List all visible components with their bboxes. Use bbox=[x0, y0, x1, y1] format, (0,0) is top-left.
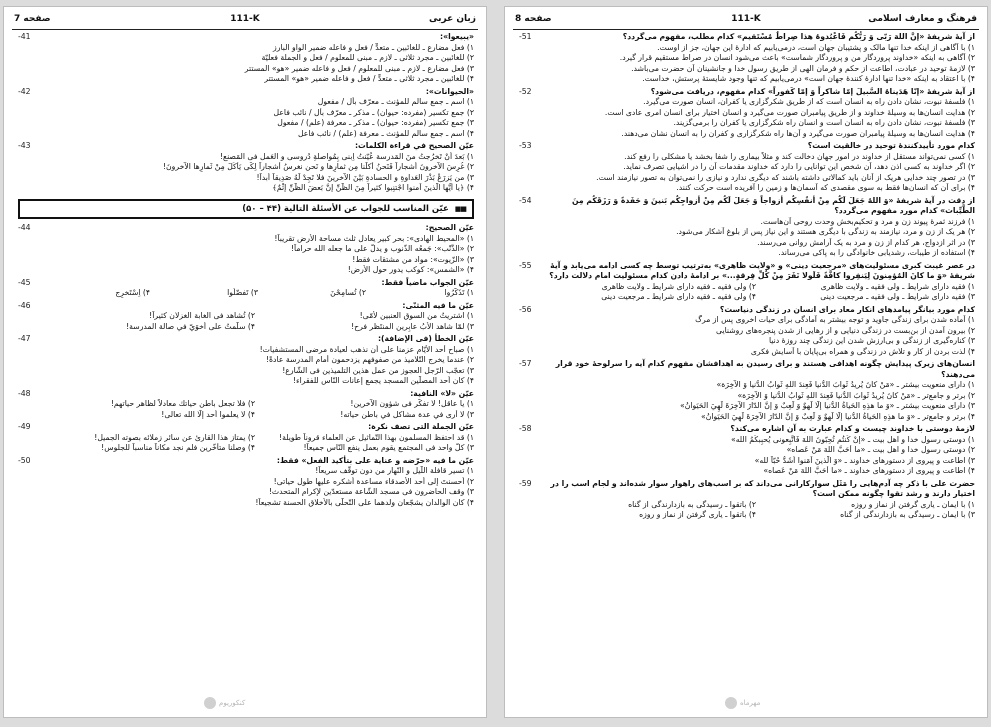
answer-option: ۲) للغائبین ـ مجرد ثلاثی ـ لازم ـ مبنی للمعلوم / فعل و الجملة فعلیّة bbox=[261, 53, 474, 62]
question-content bbox=[42, 223, 474, 276]
question-content bbox=[42, 456, 474, 509]
answer-options-row bbox=[42, 288, 474, 299]
answer-option: ۳) در تصور چند خدایی هریک از آنان باید کمالاتی داشته باشند که دیگری ندارد و نیازی را نمی‌توان به تصور نیازمند است. bbox=[596, 172, 975, 182]
question-content bbox=[543, 479, 975, 521]
answer-option: ۴) وصلنا متأخّرين فلم نجد مكاناً مناسباً للجلوس! bbox=[101, 443, 255, 452]
question-text: انسان‌های زیرک پیدایش چگونه اهدافی هستند و برای رسیدن به اهدافشان مفهوم کدام آیه را سرلوحهٔ خود قرار می‌دهند؟ bbox=[555, 359, 975, 379]
question-number: -57 bbox=[519, 359, 532, 368]
answer-options-grid bbox=[42, 311, 474, 332]
answer-option: ۲) غُرِسَ الآخرونَ أشجاراً فَنَحنُ أكلْنا مِن ثمارِها و نَحن نغرسُ أشجاراً لِكَی يَأكُلَ مِنْ ثَمارِها الآخرونَ! bbox=[162, 162, 474, 171]
answer-option: ۳) دارای منعویت بیشتر ـ «وَ ما هذِهِ الحَياةُ الدُّنيا إلّا لَهوٌ وَ لَعِبٌ وَ إنَّ الدّارَ الآخِرَةَ لَهِيَ الحَيَوانُ» bbox=[680, 401, 975, 410]
answer-option: ۲) هدایت انسان‌ها به وسیلهٔ خداوند و از طریق پیامبران صورت می‌گیرد و انسان اختیار برای انسان امری عادی است. bbox=[604, 107, 975, 117]
page-7 bbox=[3, 6, 487, 718]
question-text: عيّن الجملة التی تصف نكرة: bbox=[368, 422, 474, 431]
answer-option: ۱) آماده شدن برای زندگی جاوید و توجه بیشتر به آمادگی برای حیات اخروی پس از مرگ bbox=[695, 315, 975, 324]
question-text: عيّن ما فيه «حرّضه و عناية علی بتأكيد الفعل» فقط: bbox=[276, 455, 474, 465]
question-number: -58 bbox=[519, 424, 532, 433]
question-text: از آیهٔ شریفهٔ «إنَّ اللهَ رَبّی وَ رَبُّكُم فَاعْبُدوهُ هذا صِراطٌ مُسْتَقیم» كدام مطلب، مفهوم می‌گردد؟ bbox=[622, 32, 975, 41]
question-item bbox=[519, 305, 975, 358]
question-content bbox=[543, 87, 975, 140]
answer-option: ۱) فرزند ثمرهٔ پیوند زن و مرد و تحکیم‌بخش وحدت روحی آن‌هاست. bbox=[760, 216, 975, 226]
answer-option: ۱) تَذَكَّرُوا bbox=[444, 288, 474, 297]
answer-option: ۴) ولی فقیه ـ فقیه دارای شرایط ـ مرجعیت دینی bbox=[601, 292, 756, 301]
page-8 bbox=[504, 6, 988, 718]
page-number: صفحه 8 bbox=[515, 14, 552, 24]
question-text: در عصر غیبت کبری مسئولیت‌های «مرجعیت دینی» و «ولایت ظاهری» به‌ترتیب توسط چه کسی ادامه می‌یابد و آیهٔ شریفهٔ «وَ ما كانَ المُؤمِنونَ لِيَنفِروا كافَّةً فَلَولا نَفَرَ مِنْ كُلِّ فِرقةٍ...» بر ادامهٔ دادن كدام مسئولیت امام دلالت دارد؟ bbox=[549, 260, 975, 280]
question-number: -54 bbox=[519, 195, 532, 205]
answer-option: ۳) لمّا شاهد الأبُ عابِرين المنتَظر فرح! bbox=[351, 321, 474, 331]
question-text: كدام مورد تأییدکنندهٔ توحید در خالقیت است؟ bbox=[807, 141, 975, 150]
question-item bbox=[519, 424, 975, 477]
question-content bbox=[42, 32, 474, 85]
question-content bbox=[543, 32, 975, 85]
answer-option: ۳) تعجّب الرّجل العجوز من عمل هذين التلميذين فی الشّارع! bbox=[282, 365, 474, 375]
question-number: -42 bbox=[18, 86, 31, 96]
question-text: كدام مورد بیانگر پیامدهای انکار معاد برای انسان در زندگی دنیاست؟ bbox=[719, 304, 975, 314]
question-content bbox=[42, 301, 474, 333]
question-item bbox=[18, 141, 474, 194]
answer-option: ۴) لذت بردن از کار و تلاش در زندگی و همراه بی‌پایان با آسایش فکری bbox=[750, 346, 975, 356]
answer-option: ۱) بَعدَ أنْ تَخرُجتُ منَ المَدرسة عُيّنتُ اِبنی بِمُواصلةِ دُروسی و العَمل فی المَصنع! bbox=[219, 151, 474, 161]
section-marker-icon: ■■ bbox=[454, 204, 466, 213]
question-item bbox=[519, 141, 975, 194]
publisher-logo: کنکوریوم bbox=[204, 697, 245, 709]
question-number: -48 bbox=[18, 388, 31, 398]
answer-option: ۳) اطاعت و پیروی از دستورهای خداوند ـ «وَ الَّذينَ آمَنوا أشَدُّ حُبّاً لله» bbox=[754, 455, 975, 465]
question-number: -43 bbox=[18, 141, 31, 150]
page-number: صفحه 7 bbox=[14, 14, 51, 24]
answer-option: ۱) دارای منعویت بیشتر ـ «مَنْ كانَ يُريدُ ثَوابَ الدُّنيا فَعِندَ اللهِ ثَوابُ الدُّنيا وَ الآخِرَة» bbox=[716, 380, 975, 389]
answer-option: ۴) برتر و جامع‌تر ـ «وَ ما هذِهِ الحَياةُ الدُّنيا إلّا لَهوٌ وَ لَعِبٌ وَ إنَّ الدّارَ الآخِرَةَ لَهِيَ الحَيَوانُ» bbox=[700, 411, 975, 421]
question-text: عيّن «لا» النافية: bbox=[410, 388, 474, 398]
questions-area bbox=[4, 32, 486, 508]
question-number: -41 bbox=[18, 32, 31, 41]
question-text: «يبيعوا»: bbox=[440, 32, 474, 41]
answer-option: ۲) جمع تكسير (مفرده: حیوان) ـ مذکر ـ معرّف بأل / نائب فاعل bbox=[273, 107, 474, 117]
question-number: -53 bbox=[519, 141, 532, 150]
answer-option: ۲) آگاهی به اینكه «خداوند پروردگار من و پروردگار شماست» باعث می‌شود انسان در صراط مستقیم قرار گیرد. bbox=[619, 53, 975, 62]
answer-option: ۴) اطاعت و پیروی از دستورهای خداوند ـ «ما أحَبَّ اللهَ مَنْ عَصاه» bbox=[763, 466, 975, 475]
question-text: عيّن الصحيح: bbox=[425, 223, 474, 232]
question-content bbox=[543, 261, 975, 303]
answer-option: ۱) با آگاهی از اینكه خدا تنها مالک و پشتیبان جهان است، درمی‌یابیم كه ادارهٔ این جهان، جز از اوست. bbox=[657, 42, 975, 52]
question-item bbox=[519, 479, 975, 521]
answer-option: ۳) کناره‌گیری از زندگی و بی‌ارزش شدن این زندگی چند روزهٔ دنیا bbox=[768, 336, 975, 345]
question-item bbox=[519, 359, 975, 422]
answer-options-grid bbox=[543, 500, 975, 521]
question-content bbox=[42, 278, 474, 299]
question-text: از آیهٔ شریفهٔ «إنّا هَدَيناهُ السَّبيلَ إمّا شاكراً وَ إمّا كَفوراً» كدام مفهوم، دریافت می‌شود؟ bbox=[650, 86, 975, 96]
answer-option: ۴) كان الوالدان يشجّعان ولدهما على التّحلّی بالأخلاق الحسنة تشجيعاً! bbox=[255, 497, 474, 507]
answer-option: ۴) كان أحد المصلّين المسجد يجمع إعانات النّاس للفقراء! bbox=[292, 376, 474, 385]
section-heading-text: عيّن المناسب للجواب عن الأسئلة التالية (۴۴ – ۵۰) bbox=[242, 203, 449, 214]
question-number: -51 bbox=[519, 32, 532, 41]
publisher-logo: مهرماه bbox=[725, 697, 760, 709]
question-number: -47 bbox=[18, 334, 31, 343]
question-text: لازمهٔ دوستی با خداوند چیست و كدام عبارت به آن اشاره می‌كند؟ bbox=[730, 424, 975, 433]
question-content bbox=[543, 424, 975, 477]
answer-option: ۴) با اعتقاد به اینكه «خدا تنها ادارهٔ کنندهٔ جهان است» درمی‌یابیم كه تنها وجود شایستهٔ پرستش، خداست. bbox=[642, 74, 975, 83]
question-item bbox=[519, 32, 975, 85]
page-header bbox=[12, 11, 478, 30]
question-content bbox=[42, 334, 474, 387]
question-text: عيّن ما فيه المثنّى: bbox=[402, 300, 474, 310]
logo-icon bbox=[204, 697, 216, 709]
answer-option: ۴) ﴿يا أيُّها الّذينَ آمنوا اجْتنِبوا كثيراً مِنَ الظَّنِّ إنَّ بَعضَ الظَّنِّ إثْمٌ﴾ bbox=[272, 183, 474, 192]
answer-option: ۳) لازمهٔ توحید در عبادت، اطاعت از حکم و فرمان الهی از طریق رسول خدا و جانشینان آن حضرت می‌باشد. bbox=[631, 63, 975, 73]
answer-option: ۲) باتقوا ـ رسیدگی به بازدارندگی از گناه bbox=[628, 499, 756, 509]
answer-option: ۳) در اثر ازدواج، هر کدام از زن و مرد به یک آرامش روانی می‌رسند. bbox=[757, 237, 975, 247]
question-content bbox=[543, 141, 975, 194]
booklet-code: 111-K bbox=[230, 14, 260, 24]
answer-option: ۴) باتقوا ـ یاری گرفتن از نماز و روزه bbox=[639, 510, 756, 519]
question-number: -44 bbox=[18, 223, 31, 232]
answer-option: ۲) تُشاهد فی الغابة الغزلان كثيراً! bbox=[149, 311, 255, 320]
question-number: -59 bbox=[519, 478, 532, 488]
answer-option: ۱) فقیه دارای شرایط ـ ولی فقیه ـ ولایت ظاهری bbox=[820, 281, 975, 291]
answer-option: ۳) فلسفهٔ نبوت، نشان دادن راه به انسان است و انسان راه شکرگزاری یا کفران را برمی‌گزیند. bbox=[673, 118, 975, 127]
answer-option: ۳) تَفضّلُوا bbox=[227, 288, 258, 297]
question-item bbox=[18, 301, 474, 333]
answer-option: ۳) فعل مضارع ـ لازم ـ مبنی للمعلوم / فعل و فاعله ضمیر «هو» المستتر bbox=[244, 63, 474, 73]
answer-option: ۲) هر یک از زن و مرد، نیازمند به زندگی با دیگری هستند و این نیاز پس از بلوغ آشکار می‌شود. bbox=[676, 227, 975, 236]
question-item bbox=[18, 422, 474, 454]
answer-option: ۱) کسی نمی‌تواند مستقل از خداوند در امور جهان دخالت كند و مثلاً بیماری را شفا بخشد یا مشکلی را رفع كند. bbox=[624, 151, 975, 161]
subject-title: فرهنگ و معارف اسلامی bbox=[868, 14, 977, 24]
answer-option: ۴) لا يعلموا أحد إلّا الله تعالى! bbox=[161, 409, 255, 419]
answer-option: ۱) صباح أحد الأيّام عزمنا على أن نذهب لعيادة مرضى المستشفيات! bbox=[259, 344, 474, 354]
question-item bbox=[519, 196, 975, 259]
answer-option: ۴) برای آن که انسان‌ها فقط به سوی مقصدی که آسمان‌ها و زمین را آفریده است حرکت کنند. bbox=[676, 183, 975, 192]
question-content bbox=[42, 389, 474, 421]
questions-area bbox=[505, 32, 987, 521]
answer-option: ۳) «الزّيوت»: مواد من مشتقات فقط! bbox=[352, 254, 474, 264]
answer-option: ۲) برتر و جامع‌تر ـ «مَنْ كانَ يُريدُ ثَوابَ الدُّنيا فَعِندَ اللهِ ثَوابُ الدُّنيا وَ الآخِرَة» bbox=[737, 390, 975, 400]
answer-option: ۲) عندما يخرج التّلاميذ من صفوفهم يزدحمون أمام المدرسة عادةً! bbox=[265, 355, 474, 364]
answer-option: ۲) فلا تجعل باطن حياتك معادلاً لظاهر حياتهم! bbox=[110, 399, 255, 408]
question-number: -56 bbox=[519, 304, 532, 314]
question-number: -50 bbox=[18, 455, 31, 465]
answer-option: ۲) دوستی رسول خدا و اهل بیت ـ «ما أحَبَّ اللهَ مَنْ عَصاه» bbox=[786, 445, 975, 454]
question-item bbox=[18, 334, 474, 387]
answer-options-grid bbox=[543, 282, 975, 303]
answer-option: ۳) لا أرى في عدة مشاكل في باطن حياته! bbox=[340, 409, 474, 419]
answer-option: ۲) تُسامِحْنَ bbox=[330, 288, 366, 297]
answer-option: ۲) «الذَّنْب»: جَمعُه الذّنوب و يدلّ على ما جعله الله حراماً! bbox=[290, 244, 474, 253]
question-text: عيّن الصحيح في قراءة الكلمات: bbox=[354, 141, 474, 150]
question-number: -49 bbox=[18, 422, 31, 431]
question-text: عيّن الجواب ماضياً فقط: bbox=[381, 277, 474, 287]
answer-option: ۱) با ایمان ـ یاری گرفتن از نماز و روزه bbox=[851, 499, 975, 509]
question-text: از دقت در آیهٔ شریفهٔ «وَ اللهُ جَعَلَ لَكُم مِنْ أنفُسِكُم أزواجاً وَ جَعَلَ لَكُم مِنْ أزواجِكُم بَنينَ وَ حَفَدةً وَ رَزَقَكُم مِنَ الطَّيِّبات» كدام مورد مفهوم می‌گردد؟ bbox=[571, 195, 975, 215]
answer-options-grid bbox=[42, 433, 474, 454]
answer-option: ۳) فقیه دارای شرایط ـ ولی فقیه ـ مرجعیت دینی bbox=[820, 292, 975, 301]
answer-option: ۳) با ایمان ـ رسیدگی به بازدارندگی از گناه bbox=[840, 510, 975, 519]
question-item bbox=[18, 278, 474, 299]
question-content bbox=[543, 359, 975, 422]
question-content bbox=[543, 305, 975, 358]
answer-option: ۳) وقف الحاضرون فی مسجد الشّاعة مستعدّين لإكرام المتحدث! bbox=[268, 487, 474, 496]
question-text: عيّن الخطأ (فی الإضافة): bbox=[377, 334, 474, 343]
answer-option: ۴) استفاده از طیبات، رشدیابی خانوادگی را به پاکی می‌رساند. bbox=[778, 248, 975, 257]
logo-icon bbox=[725, 697, 737, 709]
question-item bbox=[18, 389, 474, 421]
question-number: -45 bbox=[18, 277, 31, 287]
question-content bbox=[42, 141, 474, 194]
answer-option: ۱) فلسفهٔ نبوت، نشان دادن راه به انسان است كه از طریق شکرگزاری یا کفران، انسان صورت می‌گیرد. bbox=[643, 97, 975, 106]
question-item bbox=[18, 87, 474, 140]
question-item bbox=[18, 32, 474, 85]
answer-option: ۱) قد احتفظ المسلمون بهذا التّماثيل عن العلماء قروناً طويلة! bbox=[278, 432, 474, 442]
answer-option: ۳) جمع تكسير (مفرده: حیوان) ـ مذکر ـ معرفة (علم) / مفعول bbox=[277, 118, 474, 127]
answer-option: ۳) كلّ واحد فی المجتمع يقوم بعمل ينفع النّاس جميعاً! bbox=[303, 443, 474, 452]
answer-option: ۱) يا عاقل! لا تفكّر فی شؤون الآخرين! bbox=[350, 399, 474, 408]
subject-title: زبان عربی bbox=[429, 14, 476, 24]
answer-option: ۲) يمتاز هذا القارئ عن سائر زملائه بصوته الجميل! bbox=[94, 432, 255, 442]
answer-option: ۱) اشتريتُ من السوق العنبین لأمّی! bbox=[359, 311, 474, 320]
question-number: -46 bbox=[18, 300, 31, 310]
booklet-code: 111-K bbox=[731, 14, 761, 24]
answer-option: ۴) سلّمتُ على أخوَيّ في صالة المدرسة! bbox=[126, 321, 255, 331]
question-number: -55 bbox=[519, 260, 532, 270]
answer-option: ۱) تسير قافلة اللّيل و النّهار من دون توقّف سريعاً! bbox=[315, 466, 474, 475]
answer-option: ۴) هدایت انسان‌ها به وسیلهٔ پیامبران صورت می‌گیرد و آن‌ها راه شکرگزاری و کفران را به انسان نشان می‌دهند. bbox=[621, 128, 975, 138]
question-text: حضرت علی با ذکر چه آدم‌هایی را مَثَل سوارکارانی می‌داند كه بر اسب‌های راهوار سوار شده‌اند و لجام اسب را در اختیار دارند و رشد تقوا چگونه ممکن است؟ bbox=[550, 478, 975, 498]
answer-option: ۴) «الشمس»: كوكب يدور حول الأرض! bbox=[347, 265, 474, 274]
answer-option: ۴) للغائبین ـ مجرد ثلاثی ـ متعدٍّ / فعل و فاعله ضمیر «هو» المستتر bbox=[264, 74, 474, 83]
answer-option: ۲) بیرون آمدن از بن‌بست در زندگی دنیایی و از رهایی از شدن پنجره‌های روشنایی bbox=[716, 325, 975, 335]
question-number: -52 bbox=[519, 86, 532, 96]
page-header bbox=[513, 11, 979, 30]
question-item bbox=[519, 261, 975, 303]
answer-options-grid bbox=[42, 399, 474, 420]
answer-option: ۱) دوستی رسول خدا و اهل بیت ـ «إنْ كُنتُم تُحِبّونَ اللهَ فَاتَّبِعونی يُحبِبكُمُ الله» bbox=[730, 434, 975, 444]
answer-option: ۴) اسم ـ جمع سالم للمؤنث ـ معرفة (علم) / نائب فاعل bbox=[297, 128, 474, 138]
answer-option: ۴) اِسْتَخرِج bbox=[115, 288, 150, 297]
question-content bbox=[42, 87, 474, 140]
question-item bbox=[18, 456, 474, 509]
answer-option: ۲) أحسنتَ إلى أحد الأصدقاء مساعدة أشكره عليها طول حياتی! bbox=[273, 476, 474, 486]
answer-option: ۱) اسم ـ جمع سالم للمؤنث ـ معرّف بأل / مفعول bbox=[317, 97, 474, 106]
answer-option: ۱) فعل مضارع ـ للغائبین ـ متعدٍّ / فعل و فاعله ضمیر الواو البارز bbox=[273, 42, 474, 52]
answer-option: ۱) «المحيط الهادی»: بحر كبير يعادل ثلث مساحة الأرض تقريباً! bbox=[274, 233, 474, 243]
question-item bbox=[519, 87, 975, 140]
answer-option: ۲) ولی فقیه ـ فقیه دارای شرایط ـ ولایت ظاهری bbox=[601, 281, 756, 291]
question-content bbox=[42, 422, 474, 454]
answer-option: ۲) اگر خداوند به کسی اذن دهد، آن شخص این توانایی را دارد كه خداوند مقدمات آن را در اشیایی تصرف نماید. bbox=[623, 162, 975, 171]
section-heading bbox=[18, 199, 474, 220]
question-content bbox=[543, 196, 975, 259]
question-item bbox=[18, 223, 474, 276]
answer-option: ۳) من یَزرَعْ بَذْرَ العَداوةِ و الحسادةِ بَیْنَ الآخرینَ فلا تَجِدْ لَهُ صَدِيقاً أبداً! bbox=[256, 172, 474, 182]
question-text: «الحيوانات»: bbox=[425, 86, 474, 96]
